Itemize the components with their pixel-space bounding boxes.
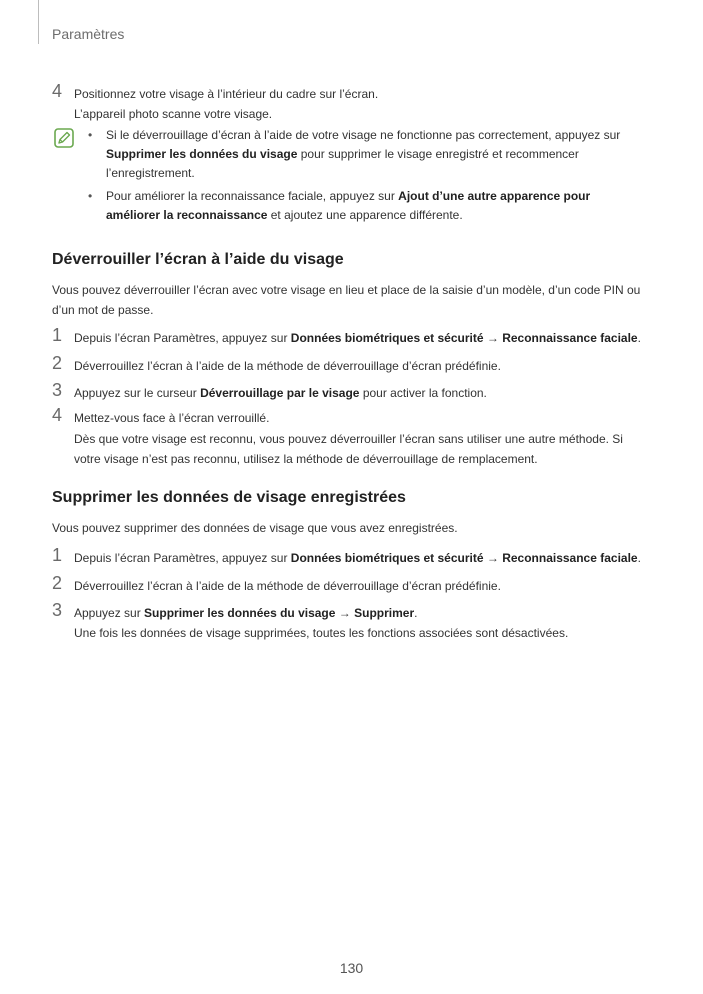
header-rule <box>38 0 39 44</box>
intro-step <box>52 81 652 124</box>
step <box>52 405 652 469</box>
section-heading: Supprimer les données de visage enregistrées <box>52 489 406 506</box>
menu-path: Déverrouillage par le visage <box>200 386 360 400</box>
step <box>52 380 652 403</box>
section-heading: Déverrouiller l’écran à l’aide du visage <box>52 251 344 268</box>
step-text <box>74 84 652 124</box>
step-text <box>74 408 652 469</box>
header-title: Paramètres <box>52 26 125 42</box>
step-text-part: pour activer la fonction. <box>359 386 487 400</box>
note-text: Si le déverrouillage d’écran à l’aide de votre visage ne fonctionne pas correctement, appuyez sur <box>106 128 621 142</box>
step-number: 2 <box>52 573 63 593</box>
step-text-part: Depuis l’écran Paramètres, appuyez sur <box>74 551 291 565</box>
note-bullets <box>86 126 626 225</box>
bullet-dot: • <box>88 189 93 203</box>
step-line: Une fois les données de visage supprimées, toutes les fonctions associées sont désactivées. <box>74 626 569 640</box>
step-line: Positionnez votre visage à l’intérieur du cadre sur l’écran. <box>74 87 379 101</box>
arrow: → <box>335 606 355 620</box>
bullet-dot: • <box>88 128 93 142</box>
step-number: 3 <box>52 600 63 620</box>
step-number: 3 <box>52 380 63 400</box>
section-intro: Vous pouvez supprimer des données de visage que vous avez enregistrées. <box>52 521 458 535</box>
step-text-part: . <box>637 551 641 565</box>
menu-path: Données biométriques et sécurité <box>290 551 484 565</box>
step-text <box>74 548 652 568</box>
menu-path: Reconnaissance faciale <box>502 551 638 565</box>
step-text: Déverrouillez l’écran à l’aide de la méthode de déverrouillage d’écran prédéfinie. <box>74 579 501 593</box>
note-text: et ajoutez une apparence différente. <box>267 208 463 222</box>
note-text: pour supprimer le visage enregistré et recommencer l’enregistrement. <box>106 147 579 180</box>
menu-path: Supprimer les données du visage <box>144 606 336 620</box>
arrow: → <box>483 551 503 565</box>
note-bullet <box>86 126 626 183</box>
step <box>52 353 652 376</box>
menu-path: Reconnaissance faciale <box>502 331 638 345</box>
step-text: Déverrouillez l’écran à l’aide de la méthode de déverrouillage d’écran prédéfinie. <box>74 359 501 373</box>
step-text <box>74 383 652 403</box>
section-intro: Vous pouvez déverrouiller l’écran avec votre visage en lieu et place de la saisie d’un modèle, d’un code PIN ou d’un mot de passe. <box>52 283 641 317</box>
step <box>52 600 652 643</box>
step-line: L’appareil photo scanne votre visage. <box>74 107 273 121</box>
step-line: Dès que votre visage est reconnu, vous pouvez déverrouiller l’écran sans utiliser une autre méthode. Si votre visage n’est pas reconnu, utilisez la méthode de déverrouillage de remplacement. <box>74 432 623 466</box>
step-line <box>74 603 652 623</box>
step-number: 1 <box>52 545 63 565</box>
step-text-part: Appuyez sur <box>74 606 145 620</box>
step-text-part: . <box>637 331 641 345</box>
note-pencil-icon <box>54 128 74 148</box>
step-text <box>74 328 652 348</box>
step <box>52 573 652 596</box>
step-line: Mettez-vous face à l’écran verrouillé. <box>74 411 270 425</box>
menu-path: Supprimer <box>354 606 415 620</box>
step-number: 4 <box>52 81 63 101</box>
note-bold: Ajout d’une autre apparence pour améliorer la reconnaissance <box>106 189 591 222</box>
page-number: 130 <box>339 960 364 976</box>
step-text-part: Depuis l’écran Paramètres, appuyez sur <box>74 331 291 345</box>
note-bullet <box>86 187 626 225</box>
step <box>52 325 652 348</box>
menu-path: Données biométriques et sécurité <box>290 331 484 345</box>
step-number: 1 <box>52 325 63 345</box>
step-text-part: Appuyez sur le curseur <box>74 386 201 400</box>
step <box>52 545 652 568</box>
step-number: 4 <box>52 405 63 425</box>
step-text-part: . <box>414 606 418 620</box>
arrow: → <box>483 331 503 345</box>
step-number: 2 <box>52 353 63 373</box>
step-text <box>74 603 652 643</box>
note-bold: Supprimer les données du visage <box>106 147 298 161</box>
note-text: Pour améliorer la reconnaissance faciale, appuyez sur <box>106 189 399 203</box>
